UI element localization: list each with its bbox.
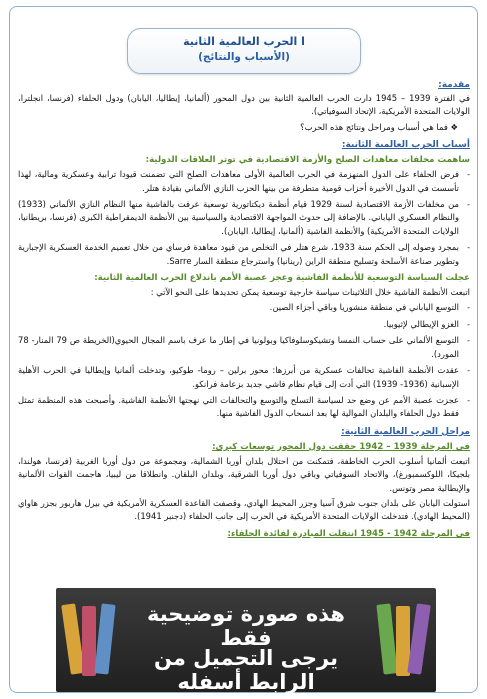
book-icon	[94, 603, 115, 674]
list-item	[18, 364, 470, 391]
banner-line-2: يرجى التحميل من الرابط أسفله	[153, 646, 339, 694]
list-item	[18, 301, 470, 314]
intro-question: ❖ فما هي أسباب ومراحل ونتائج هذه الحرب؟	[300, 121, 458, 132]
causes-subheading-1: ساهمت مخلفات معاهدات الصلح والأزمة الاقتصادية في توتر العلاقات الدولية:	[145, 155, 470, 166]
list-item-text: التوسع الياباني في منطقة منشوريا وباقي أجزاء الصين.	[269, 302, 459, 313]
list-item	[18, 168, 470, 195]
list-item	[18, 318, 470, 331]
bullet-icon: -	[467, 366, 470, 376]
list-item-text: بمجرد وصوله إلى الحكم سنة 1933، شرع هتلر في التخلص من قيود معاهدة فرساي من خلال تعميم الخدمة العسكرية الإجبارية وتطوير صناعة الأسلحة وتسليح منطقة الراين (رينانيا) واسترجاع منطقة السار Sarre.	[18, 242, 459, 266]
list-item	[18, 241, 470, 268]
bullet-icon: -	[467, 170, 470, 180]
stages-paragraph-2: استولت اليابان على بلدان جنوب شرق آسيا وجزر المحيط الهادي، وقصفت القاعدة العسكرية الأمريكية في بيرل هاربور بجزر هاواي (المحيط الهادي). فتدخلت الولايات المتحدة الأمريكية في الحرب إلى جانب الحلفاء (دجنبر 1941).	[18, 497, 470, 522]
intro-question-text: فما هي أسباب ومراحل ونتائج هذه الحرب؟	[300, 121, 448, 132]
page-subtitle: (الأسباب والنتائج)	[198, 51, 290, 63]
list-item	[18, 198, 470, 238]
causes-heading: أسباب الحرب العالمية الثانية:	[341, 140, 470, 151]
title-box	[127, 28, 361, 74]
banner-line-1: هذه صورة توضيحية فقط	[146, 602, 345, 650]
list-item-text: التوسع الألماني على حساب النمسا وتشيكوسلوفاكيا وبولونيا في إطار ما عرف باسم المجال الحيوي(الخريطة ص 79 المنار- 78 المورد).	[18, 335, 459, 359]
list-item-text: عقدت الأنظمة الفاشية تحالفات عسكرية من أبرزها: محور برلين – روما- طوكيو، وتدخلت ألمانيا وإيطاليا في الحرب الأهلية الإسبانية (1936- 1939) التي أدت إلى قيام نظام فاشي جديد بزعامة فرانكو.	[18, 365, 459, 389]
stages-paragraph-1: اتبعت ألمانيا أسلوب الحرب الخاطفة، فتمكنت من احتلال بلدان أوربا الشمالية، ومجموعة من دول أوربا الغربية (فرنسا، هولندا، بلجيكا، اللوكسمبورغ)، والاتحاد السوفياتي وباقي دول أوربا الشرقية، وبلدان البلقان. وانطلاقا من ليبيا، هاجمت القوات الألمانية والإيطالية مصر وتونس.	[18, 455, 470, 493]
stages-subheading-1: في المرحلة 1939 – 1942 حققت دول المحور توسعات كبرى:	[212, 441, 470, 452]
book-icon	[376, 603, 397, 674]
intro-paragraph: في الفترة 1939 – 1945 دارت الحرب العالمية الثانية بين دول المحور (ألمانيا، إيطاليا، اليابان) ودول الحلفاء (فرنسا، انجلترا، الولايات المتحدة الأمريكية، الإتحاد السوفياتي).	[18, 93, 470, 117]
list-item	[18, 394, 470, 421]
stages-heading: مراحل الحرب العالمية الثانية:	[341, 426, 470, 437]
bullet-icon: -	[467, 303, 470, 313]
bullet-icon: -	[467, 319, 470, 329]
bullet-icon: -	[467, 395, 470, 405]
book-icon	[407, 603, 431, 674]
list-item-text: فرض الحلفاء على الدول المنهزمة في الحرب العالمية الأولى معاهدات الصلح التي تضمنت قيودا ترابية وعسكرية ومالية، لهذا تأسست في الدول الأخيرة أحزاب قومية متطرفة من بينها الحزب النازي الألماني بقيادة هتلر.	[18, 169, 459, 193]
document-content	[18, 10, 470, 542]
download-notice-banner	[56, 588, 436, 692]
page-title: ا الحرب العالمية الثانية	[183, 35, 305, 48]
causes-subheading-2: عجلت السياسة التوسعية للأنظمة الفاشية وعجز عصبة الأمم باندلاع الحرب العالمية الثانية:	[94, 273, 470, 284]
bullet-icon: -	[467, 200, 470, 210]
list-item-text: الغزو الإيطالي لإثيوبيا.	[383, 318, 459, 329]
bullet-icon: -	[467, 243, 470, 253]
bullet-icon: -	[467, 336, 470, 346]
list-item-text: من مخلفات الأزمة الاقتصادية لسنة 1929 قيام أنظمة ديكتاتورية توسعية عرفت بالفاشية منها النظام النازي الألماني (1933) والنظام العسكري الياباني. بالإضافة إلى حدوث المواجهة الاقتصادية والسياسية بين الأنظمة الديمقراطية الكبرى (فرنسا، بريطانيا، الولايات المتحدة الأمريكية) والأنظمة الفاشية (ألمانيا، إيطاليا، اليابان).	[18, 199, 459, 236]
book-icon	[82, 606, 96, 676]
list-item-text: عجزت عصبة الأمم عن وضع حد لسياسة التسلح والتوسع والتحالفات التي نهجتها الأنظمة الفاشية. وأصبحت هذه المنظمة تمثل فقط دول الحلفاء والبلدان الموالية لها بعد انسحاب الدول الفاشية منها.	[18, 394, 459, 419]
intro-heading: مقدمة:	[438, 80, 470, 90]
causes-paragraph: اتبعت الأنظمة الفاشية خلال الثلاثينات سياسة خارجية توسعية يمكن تحديدها على النحو الآتي :	[150, 287, 470, 298]
stages-subheading-2: في المرحلة 1942 - 1945 انتقلت المبادرة لفائدة الحلفاء:	[227, 528, 470, 539]
list-item	[18, 334, 470, 361]
